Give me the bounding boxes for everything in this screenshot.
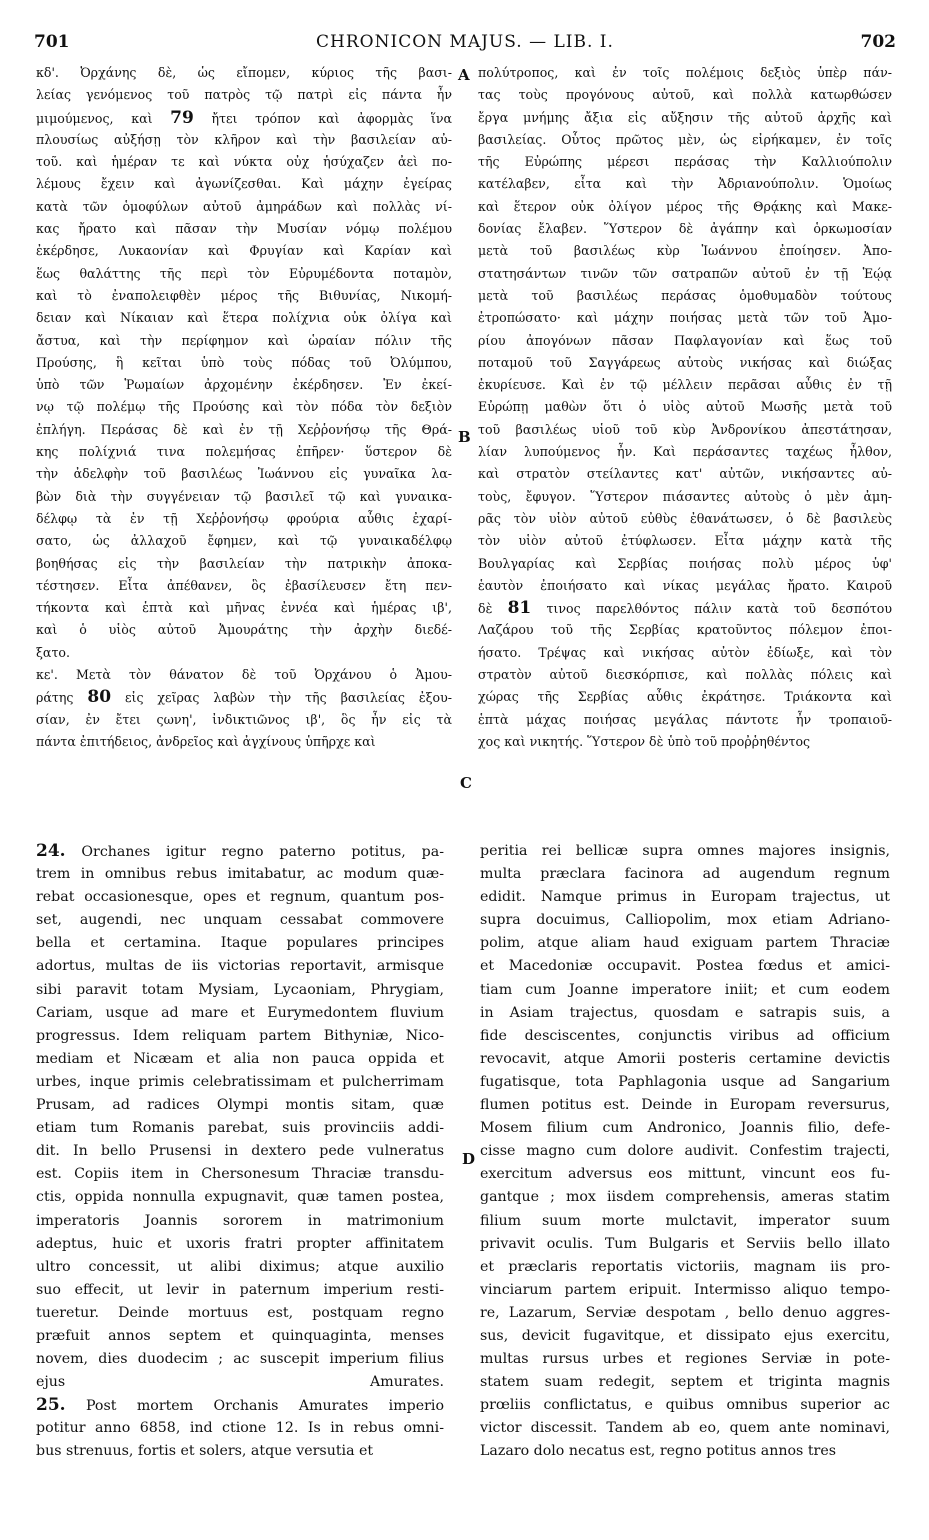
text-line: tiam cum Joanne imperatore iniit; et cum eodem xyxy=(480,981,890,998)
text-line: re, Lazarum, Serviæ despotam , bello denuo aggres- xyxy=(480,1304,890,1321)
text-line: gantque ; mox iisdem comprehensis, ameras statim xyxy=(480,1189,890,1206)
text-line: Βουλγαρίας καὶ Σερβίας ποιήσας πολὺ μέρος ὑφ' xyxy=(478,555,892,571)
section-number: 80 xyxy=(87,687,112,708)
section-number: 24. xyxy=(36,841,66,861)
text-line: τοῦ βασιλέως υἱοῦ τοῦ κὺρ Ἀνδρονίκου ἀπεστάτησαν, xyxy=(478,421,892,437)
text-line: tueretur. Deinde mortuus est, postquam regno xyxy=(36,1304,444,1321)
text-line: progressus. Idem reliquam partem Bithyniæ, Nico- xyxy=(36,1027,444,1044)
text-line: multas rursus urbes et regiones Serviæ in pote- xyxy=(480,1351,890,1368)
text-line: ἄστυα, καὶ τὴν περίφημον καὶ ὡραίαν πόλιν τῆς xyxy=(36,332,452,348)
text-line: adeptus, huic et uxoris fratri propter affinitatem xyxy=(36,1235,444,1252)
text-line: ράτης 80 εἰς χεῖρας λαβὼν τὴν τῆς βασιλείας ἐξου- xyxy=(36,687,452,708)
text-line: χος καὶ νικητής. Ὕστερον δὲ ὑπὸ τοῦ προῤῥηθέντος xyxy=(478,733,811,749)
text-line: præfuit annos septem et quinquaginta, menses xyxy=(36,1327,444,1344)
text-line: adortus, multas de iis victorias reportavit, armisque xyxy=(36,958,444,975)
text-line: et præclaris reportatis victoriis, magnam iis pro- xyxy=(480,1258,890,1275)
text-line: est. Copiis item in Chersonesum Thraciæ transdu- xyxy=(36,1166,444,1183)
text-line: Προύσης, ἣ κεῖται ὑπὸ τοὺς πόδας τοῦ Ὀλύμπου, xyxy=(36,354,452,370)
text-line: vinciarum partem eripuit. Intermisso aliquo tempo- xyxy=(480,1281,890,1298)
text-line: Prusam, ad radices Olympi montis sitam, quæ xyxy=(36,1097,444,1114)
text-line: μετὰ τοῦ βασιλέως κὺρ Ἰωάννου ἐποίησεν. Ἀπο- xyxy=(478,243,892,259)
text-line: δὲ 81 τινος παρελθόντος πάλιν κατὰ τοῦ δεσπότου xyxy=(478,598,892,619)
text-line: sibi paravit totam Mysiam, Lycaoniam, Phrygiam, xyxy=(36,981,444,998)
text-line: statem suam redegit, septem et triginta magnis xyxy=(480,1374,890,1391)
text-line: revocavit, atque Amorii posteris certamine devictis xyxy=(480,1050,890,1067)
text-line: privavit oculis. Tum Bulgaris et Serviis bello illato xyxy=(480,1235,890,1252)
text-line: urbes, inque primis celebratissimam et pulcherrimam xyxy=(36,1073,444,1090)
text-line: στρατὸν αὐτοῦ διεσκόρπισε, καὶ πολλὰς πόλεις καὶ xyxy=(478,667,892,683)
text-line: κατὰ τῶν ὁμοφύλων αὐτοῦ ἀμηράδων καὶ πολλὰς νί- xyxy=(36,198,452,214)
text-line: fugatisque, tota Paphlagonia usque ad Sangarium xyxy=(480,1073,890,1090)
text-line: λείας γενόμενος τοῦ πατρὸς τῷ πατρὶ εἰς πάντα ἦν xyxy=(36,87,452,103)
text-line: δειαν καὶ Νίκαιαν καὶ ἕτερα πολίχνια οὐκ ὀλίγα καὶ xyxy=(36,310,452,326)
text-line: πολύτροπος, καὶ ἐν τοῖς πολέμοις δεξιὸς ὑπὲρ πάν- xyxy=(478,65,892,80)
greek-column-right xyxy=(478,62,892,810)
running-header xyxy=(34,32,896,56)
section-number: 25. xyxy=(36,1395,66,1416)
text-line: στατησάντων τινῶν τῶν σατραπῶν αὐτοῦ ἐν τῇ Ἑῴᾳ xyxy=(478,265,892,281)
text-line: λίαν λυπούμενος ἦν. Καὶ περάσαντες ταχέως ἦλθον, xyxy=(478,444,892,460)
margin-marker-d: D xyxy=(462,1150,476,1168)
margin-marker-b: B xyxy=(458,428,471,446)
text-line: multa præclara facinora ad augendum regnum xyxy=(480,866,890,883)
text-line: κης πολίχνιά τινα πολεμήσας ἐπῆρεν· ὕστερον δὲ xyxy=(36,444,452,460)
text-line: κας ἤρατο καὶ πᾶσαν τὴν Μυσίαν νόμῳ πολέμου xyxy=(36,221,452,237)
text-line: κε'. Μετὰ τὸν θάνατον δὲ τοῦ Ὀρχάνου ὁ Ἀμου- xyxy=(36,667,452,683)
text-line: trem in omnibus rebus imitabatur, ac modum quæ- xyxy=(36,866,444,883)
text-line: ρίου ἀπογόνων πᾶσαν Παφλαγονίαν καὶ ἕως τοῦ xyxy=(478,332,892,348)
text-line: τέστησεν. Εἶτα ἀπέθανεν, ὃς ἐβασίλευσεν ἔτη πεν- xyxy=(36,577,452,593)
text-line: filium suum morte mulctavit, imperator suum xyxy=(480,1212,890,1229)
text-line: ἑπτὰ μάχας ποιήσας μεγάλας πάντοτε ἦν τροπαιοῦ- xyxy=(478,711,892,727)
text-line: polim, atque aliam haud exiguam partem Thraciæ xyxy=(480,935,890,952)
section-number: 81 xyxy=(507,598,532,619)
text-line: novem, dies duodecim ; ac suscepit imperium filius xyxy=(36,1351,444,1368)
text-line: cisse magno cum dolore audivit. Confestim trajecti, xyxy=(480,1143,890,1160)
text-line: τὴν ἀδελφὴν τοῦ βασιλέως Ἰωάννου εἰς γυναῖκα λα- xyxy=(36,466,452,482)
latin-column-left xyxy=(36,840,444,1530)
text-line: νῳ τῷ πολέμῳ τῆς Προύσης καὶ τὸν πόδα τὸν δεξιὸν xyxy=(36,399,452,415)
text-line: ὑπὸ τῶν Ῥωμαίων ἀρχομένην ἐκέρδησεν. Ἐν ἐκεί- xyxy=(36,377,452,393)
text-line: Λαζάρου τοῦ τῆς Σερβίας κρατοῦντος πόλεμον ἐποι- xyxy=(478,622,892,638)
text-line: Lazaro dolo necatus est, regno potitus annos tres xyxy=(480,1443,836,1460)
latin-column-right xyxy=(480,840,890,1530)
text-line: mediam et Nicæam et alia non pauca oppida et xyxy=(36,1050,444,1067)
text-line: σατο, ὡς ἀλλαχοῦ ἔφημεν, καὶ τῷ γυναικαδέλφῳ xyxy=(36,533,452,549)
text-line: βασιλείας. Οὗτος πρῶτος μὲν, ὡς εἰρήκαμεν, ἐν τοῖς xyxy=(478,131,892,147)
text-line: ήσατο. Τρέψας καὶ νικήσας αὐτὸν ἐδίωξε, καὶ τὸν xyxy=(478,644,892,660)
text-line: dit. In bello Prusensi in dextero pede vulneratus xyxy=(36,1143,444,1160)
text-line: τας τοὺς προγόνους αὐτοῦ, καὶ πολλὰ κατωρθώσεν xyxy=(478,87,892,103)
text-line: 24. Orchanes igitur regno paterno potitus, pa- xyxy=(36,841,444,861)
text-line: κδ'. Ὀρχάνης δὲ, ὡς εἴπομεν, κύριος τῆς βασι- xyxy=(36,65,452,80)
text-line: prœliis conflictatus, e quibus omnibus superior ac xyxy=(480,1397,890,1414)
text-line: καὶ τὸ ἐναπολειφθὲν μέρος τῆς Βιθυνίας, Νικομή- xyxy=(36,287,452,303)
text-line: βὼν διὰ τὴν συγγένειαν τῷ βασιλεῖ τῷ καὶ γυναικα- xyxy=(36,488,452,504)
text-line: τὸν υἱὸν αὐτοῦ ἐτύφλωσεν. Εἶτα μάχην κατὰ τῆς xyxy=(478,533,892,549)
text-line: τῆς Εὐρώπης μέρεσι περάσας τὴν Καλλιούπολιν xyxy=(478,154,892,170)
text-line: ἐπλήγη. Περάσας δὲ καὶ ἐν τῇ Χεῤῥονήσῳ τῆς Θρά- xyxy=(36,421,452,437)
text-line: κατέλαβεν, εἶτα καὶ τὴν Ἀδριανούπολιν. Ὁμοίως xyxy=(478,176,892,192)
text-line: τήκοντα καὶ ἑπτὰ καὶ μῆνας ἐννέα καὶ ἡμέρας ιβ', xyxy=(36,600,452,616)
text-line: peritia rei bellicæ supra omnes majores insignis, xyxy=(480,843,890,859)
text-line: τοὺς, ἔφυγον. Ὕστερον πιάσαντες αὐτοὺς ὁ μὲν ἀμη- xyxy=(478,488,892,504)
text-line: Cariam, usque ad mare et Eurymedontem fluvium xyxy=(36,1004,444,1021)
text-line: exercitum adversus eos mittunt, vincunt eos fu- xyxy=(480,1166,890,1183)
text-line: πάντα ἐπιτήδειος, ἀνδρεῖος καὶ ἀγχίνους ὑπῆρχε καὶ xyxy=(36,733,376,749)
text-line: flumen potitus est. Deinde in Europam reversurus, xyxy=(480,1097,890,1114)
text-line: βοηθήσας εἰς τὴν βασιλείαν τὴν πατρικὴν ἀποκα- xyxy=(36,555,452,571)
greek-column-left xyxy=(36,62,452,810)
text-line: edidit. Namque primus in Europam trajectus, ut xyxy=(480,889,890,906)
text-line: ἐτροπώσατο· καὶ μάχην ποιήσας μετὰ τῶν τοῦ Ἀμο- xyxy=(478,310,892,326)
text-line: sus, devicit fugavitque, et dissipato ejus exercitu, xyxy=(480,1327,890,1344)
text-line: et Macedoniæ occupavit. Postea fœdus et amici- xyxy=(480,958,890,975)
text-line: ξατο. xyxy=(36,644,70,660)
text-line: in Asiam trajectus, quosdam e satrapis suis, a xyxy=(480,1004,890,1021)
text-line: suo effecit, ut levir in paternum imperium resti- xyxy=(36,1281,444,1298)
text-line: ctis, oppida nonnulla expugnavit, quæ tamen postea, xyxy=(36,1189,444,1206)
text-line: bus strenuus, fortis et solers, atque versutia et xyxy=(36,1443,374,1460)
text-line: Mosem filium cum Andronico, Joannis filio, defe- xyxy=(480,1120,890,1137)
text-line: ἕως θαλάττης τῆς περὶ τὸν Εὐρυμέδοντα ποταμὸν, xyxy=(36,265,452,281)
text-line: χώρας τῆς Σερβίας αὖθις ἐκράτησε. Τριάκοντα καὶ xyxy=(478,689,892,705)
text-line: ejus Amurates. xyxy=(36,1374,444,1391)
text-line: etiam tum Romanis parebat, suis provinciis addi- xyxy=(36,1120,444,1137)
text-line: ἑαυτὸν ἐποιήσατο καὶ νίκας μεγάλας ἤρατο. Καιροῦ xyxy=(478,577,892,593)
text-line: μετὰ τοῦ βασιλέως περάσας ὁμοθυμαδὸν τούτους xyxy=(478,287,892,303)
text-line: μιμούμενος, καὶ 79 ἤτει τρόπον καὶ ἀφορμὰς ἵνα xyxy=(36,107,452,128)
text-line: ἔργα μνήμης ἄξια εἰς αὔξησιν τῆς αὐτοῦ ἀρχῆς καὶ xyxy=(478,109,892,125)
text-line: bella et certamina. Itaque populares principes xyxy=(36,935,444,952)
text-line: λέμους ἔχειν καὶ ἀγωνίζεσθαι. Καὶ μάχην ἐγείρας xyxy=(36,176,452,192)
section-number: 79 xyxy=(170,107,194,128)
text-line: ἐκυρίευσε. Καὶ ἐν τῷ μέλλειν περᾶσαι αὖθις ἐν τῇ xyxy=(478,377,892,393)
text-line: 25. Post mortem Orchanis Amurates imperio xyxy=(36,1395,444,1416)
text-line: fide desciscentes, conjunctis viribus ad officium xyxy=(480,1027,890,1044)
text-line: καὶ ἕτερον οὐκ ὀλίγον μέρος τῆς Θρᾴκης καὶ Μακε- xyxy=(478,198,892,214)
text-line: ultro concessit, ut alibi diximus; atque auxilio xyxy=(36,1258,444,1275)
text-line: ρᾶς τὸν υἱὸν αὐτοῦ εὐθὺς ἐθανάτωσεν, ὁ δὲ βασιλεὺς xyxy=(478,510,892,526)
text-line: δονίας ἔλαβεν. Ὕστερον δὲ ἀγάπην καὶ ὁρκωμοσίαν xyxy=(478,221,892,237)
text-line: πλουσίως αὐξήσῃ τὸν κλῆρον καὶ τὴν βασιλείαν αὐ- xyxy=(36,131,452,147)
text-line: καὶ ὁ υἱὸς αὐτοῦ Ἀμουράτης τὴν ἀρχὴν διεδέ- xyxy=(36,622,452,638)
text-line: set, augendi, nec unquam cessabat commovere xyxy=(36,912,444,929)
text-line: ποταμοῦ τοῦ Σαγγάρεως αὐτοὺς νικήσας καὶ διώξας xyxy=(478,354,892,370)
margin-marker-a: A xyxy=(458,66,470,84)
text-line: ἐκέρδησε, Λυκαονίαν καὶ Φρυγίαν καὶ Καρίαν καὶ xyxy=(36,243,452,259)
margin-marker-c: C xyxy=(460,774,472,792)
text-line: Εὐρώπῃ μαθὼν ὅτι ὁ υἱὸς αὐτοῦ Μωσῆς μετὰ τοῦ xyxy=(478,399,892,415)
text-line: τοῦ. καὶ ἡμέραν τε καὶ νύκτα οὐχ ἡσύχαζεν ἀεὶ πο- xyxy=(36,154,452,170)
text-line: potitur anno 6858, ind ctione 12. Is in rebus omni- xyxy=(36,1420,444,1437)
text-line: rebat occasionesque, opes et regnum, quantum pos- xyxy=(36,889,444,906)
text-line: supra docuimus, Calliopolim, mox etiam Adriano- xyxy=(480,912,890,929)
page-number-right: 702 xyxy=(860,32,896,52)
text-line: victor discessit. Tandem ab eo, quem ante nominavi, xyxy=(480,1420,890,1437)
text-line: σίαν, ἐν ἔτει ςωνη', ἰνδικτιῶνος ιβ', ὃς ἦν εἰς τὰ xyxy=(36,711,452,727)
page-number-left: 701 xyxy=(34,32,70,52)
running-title: CHRONICON MAJUS. — LIB. I. xyxy=(316,32,614,52)
text-line: δέλφῳ τὰ ἐν τῇ Χεῤῥονήσῳ φρούρια αὖθις ἐχαρί- xyxy=(36,510,452,526)
text-line: imperatoris Joannis sororem in matrimonium xyxy=(36,1212,444,1229)
text-line: καὶ στρατὸν στείλαντες κατ' αὐτῶν, νικήσαντες αὐ- xyxy=(478,466,892,482)
